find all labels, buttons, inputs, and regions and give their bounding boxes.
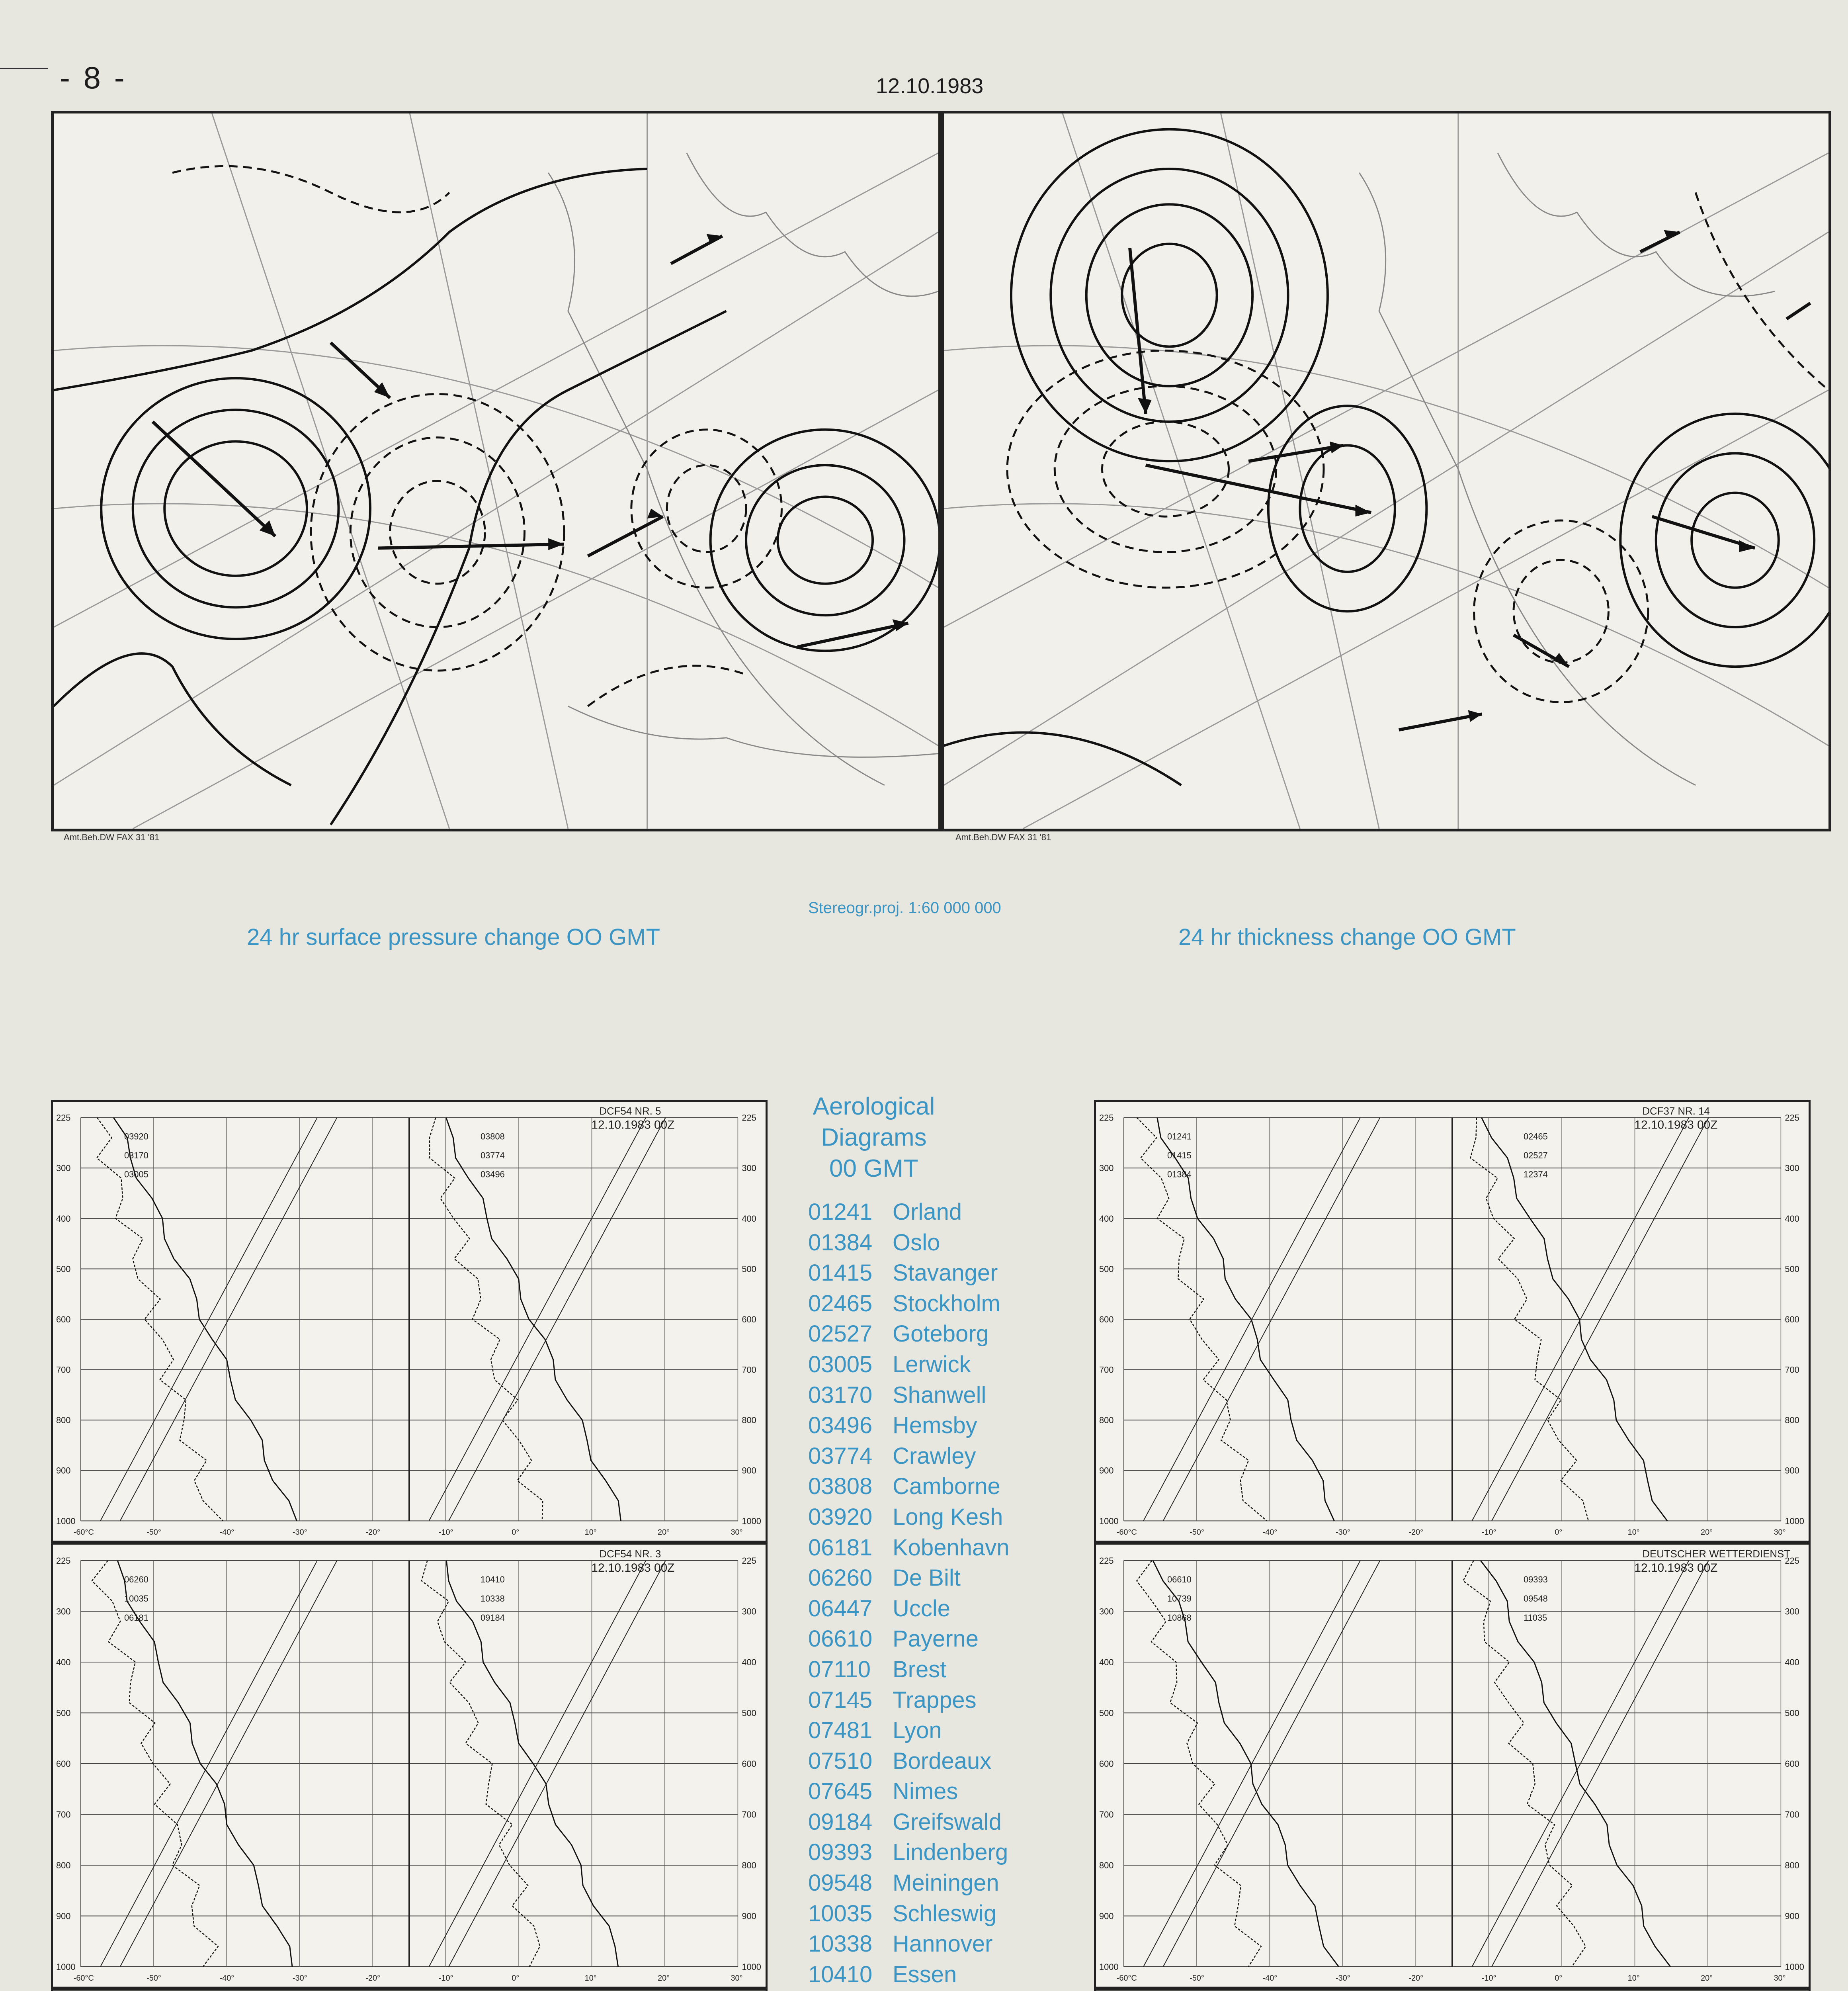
station-row xyxy=(808,1412,1067,1443)
temperature-label: -60°C xyxy=(73,1528,94,1537)
pressure-label: 1000 xyxy=(56,1516,76,1526)
pressure-label: 500 xyxy=(1785,1264,1799,1274)
pressure-label: 600 xyxy=(1785,1314,1799,1324)
station-row xyxy=(808,1260,1067,1290)
station-name: Lindenberg xyxy=(893,1839,1008,1866)
station-name: Payerne xyxy=(893,1626,979,1652)
legend-title-line2: Diagrams xyxy=(821,1124,927,1151)
station-id: 10410 xyxy=(808,1961,873,1987)
pressure-label: 225 xyxy=(1785,1113,1799,1123)
station-id: 07145 xyxy=(808,1687,873,1713)
pressure-label: 1000 xyxy=(56,1962,76,1972)
pressure-label: 800 xyxy=(742,1415,756,1426)
diagram-station-id: 06260 xyxy=(124,1574,148,1585)
pressure-label: 600 xyxy=(1785,1758,1799,1769)
station-row xyxy=(808,1382,1067,1412)
station-id: 01415 xyxy=(808,1260,873,1286)
temperature-label: 20° xyxy=(658,1528,670,1537)
station-id: 03774 xyxy=(808,1443,873,1469)
pressure-label: 800 xyxy=(56,1415,71,1426)
temperature-label: -30° xyxy=(292,1973,307,1983)
station-row xyxy=(808,1748,1067,1778)
aerological-diagram xyxy=(1094,1989,1811,1991)
temperature-label: 20° xyxy=(1701,1973,1713,1983)
station-name: Stavanger xyxy=(893,1260,998,1286)
station-name: Meiningen xyxy=(893,1870,999,1896)
surface-pressure-change-map xyxy=(51,111,941,831)
right-map-caption: 24 hr thickness change OO GMT xyxy=(1178,924,1516,950)
diagram-date: 12.10.1983 00Z xyxy=(591,1561,675,1575)
temperature-label: 0° xyxy=(512,1973,520,1983)
temperature-label: 20° xyxy=(1701,1528,1713,1537)
station-id: 09393 xyxy=(808,1839,873,1866)
pressure-label: 300 xyxy=(1785,1163,1799,1173)
temperature-label: 0° xyxy=(1555,1528,1563,1537)
station-name: Lerwick xyxy=(893,1351,971,1377)
temperature-label: -50° xyxy=(147,1528,161,1537)
pressure-label: 400 xyxy=(1785,1657,1799,1668)
pressure-label: 500 xyxy=(1099,1264,1114,1274)
station-row xyxy=(808,1534,1067,1565)
pressure-label: 800 xyxy=(1785,1415,1799,1426)
pressure-label: 600 xyxy=(1099,1314,1114,1324)
diagram-graphic xyxy=(53,1545,766,1987)
pressure-label: 800 xyxy=(1099,1415,1114,1426)
diagram-station-id: 10739 xyxy=(1167,1593,1192,1604)
station-name: Kobenhavn xyxy=(893,1534,1010,1561)
station-name: Goteborg xyxy=(893,1321,989,1347)
temperature-label: -40° xyxy=(1262,1528,1278,1537)
pressure-label: 400 xyxy=(742,1213,756,1224)
pressure-label: 400 xyxy=(1099,1213,1114,1224)
diagram-station-id: 12374 xyxy=(1524,1169,1548,1179)
station-name: Essen xyxy=(893,1961,957,1987)
pressure-label: 300 xyxy=(1099,1163,1114,1173)
diagram-header: DCF37 NR. 14 xyxy=(1642,1105,1710,1117)
pressure-label: 225 xyxy=(56,1555,71,1566)
temperature-label: 0° xyxy=(512,1528,520,1537)
station-row xyxy=(808,1351,1067,1382)
station-name: Brest xyxy=(893,1656,947,1682)
station-row xyxy=(808,1443,1067,1473)
aerological-diagram xyxy=(1094,1100,1811,1543)
pressure-label: 600 xyxy=(56,1314,71,1324)
pressure-label: 700 xyxy=(56,1365,71,1375)
temperature-label: -50° xyxy=(1190,1528,1204,1537)
pressure-label: 1000 xyxy=(1099,1516,1119,1526)
diagram-station-id: 01415 xyxy=(1167,1150,1192,1160)
pressure-label: 600 xyxy=(56,1758,71,1769)
station-row xyxy=(808,1809,1067,1839)
diagram-station-id: 03774 xyxy=(481,1150,505,1160)
temperature-label: -20° xyxy=(365,1528,381,1537)
pressure-label: 900 xyxy=(1785,1911,1799,1921)
station-row xyxy=(808,1595,1067,1626)
pressure-label: 400 xyxy=(1099,1657,1114,1668)
diagram-header: DCF54 NR. 5 xyxy=(599,1105,661,1117)
pressure-label: 700 xyxy=(1785,1809,1799,1820)
pressure-label: 1000 xyxy=(742,1962,761,1972)
top-left-rule xyxy=(0,68,48,69)
diagram-station-id: 06610 xyxy=(1167,1574,1192,1585)
pressure-label: 225 xyxy=(742,1113,756,1123)
pressure-label: 900 xyxy=(56,1465,71,1476)
station-id: 03496 xyxy=(808,1412,873,1439)
station-row xyxy=(808,1656,1067,1687)
station-row xyxy=(808,1687,1067,1717)
pressure-label: 600 xyxy=(742,1758,756,1769)
diagram-station-id: 10338 xyxy=(481,1593,505,1604)
pressure-label: 700 xyxy=(1099,1365,1114,1375)
station-id: 02465 xyxy=(808,1290,873,1316)
page-date: 12.10.1983 xyxy=(876,74,984,98)
pressure-label: 400 xyxy=(56,1657,71,1668)
station-name: Nimes xyxy=(893,1778,958,1805)
station-name: Stockholm xyxy=(893,1290,1000,1316)
pressure-label: 400 xyxy=(742,1657,756,1668)
station-name: Hannover xyxy=(893,1931,993,1957)
pressure-label: 300 xyxy=(742,1163,756,1173)
right-map-footer: Amt.Beh.DW FAX 31 '81 xyxy=(955,832,1051,842)
station-id: 09548 xyxy=(808,1870,873,1896)
station-id: 10338 xyxy=(808,1931,873,1957)
station-id: 03920 xyxy=(808,1504,873,1530)
diagram-station-id: 01384 xyxy=(1167,1169,1192,1179)
pressure-label: 300 xyxy=(1785,1606,1799,1617)
pressure-label: 500 xyxy=(56,1264,71,1274)
station-row xyxy=(808,1625,1067,1656)
temperature-label: 30° xyxy=(1774,1528,1786,1537)
pressure-label: 500 xyxy=(742,1264,756,1274)
station-row xyxy=(808,1717,1067,1748)
pressure-label: 225 xyxy=(1785,1555,1799,1566)
diagram-graphic xyxy=(1096,1102,1809,1541)
pressure-label: 600 xyxy=(742,1314,756,1324)
temperature-label: 30° xyxy=(731,1973,743,1983)
diagram-station-id: 02527 xyxy=(1524,1150,1548,1160)
pressure-label: 800 xyxy=(1099,1860,1114,1871)
temperature-label: -10° xyxy=(1481,1528,1496,1537)
pressure-label: 225 xyxy=(56,1113,71,1123)
pressure-label: 700 xyxy=(1785,1365,1799,1375)
temperature-label: -30° xyxy=(292,1528,307,1537)
diagram-date: 12.10.1983 00Z xyxy=(1634,1118,1718,1132)
station-id: 03808 xyxy=(808,1473,873,1500)
diagram-graphic xyxy=(1096,1545,1809,1987)
station-id: 07645 xyxy=(808,1778,873,1805)
station-row xyxy=(808,1961,1067,1991)
pressure-label: 600 xyxy=(1099,1758,1114,1769)
pressure-label: 400 xyxy=(1785,1213,1799,1224)
pressure-label: 900 xyxy=(742,1465,756,1476)
surface-pressure-map-graphic xyxy=(54,113,938,829)
diagram-date: 12.10.1983 00Z xyxy=(1634,1561,1718,1575)
legend-title-line3: 00 GMT xyxy=(829,1155,918,1182)
temperature-label: -40° xyxy=(219,1973,234,1983)
pressure-label: 300 xyxy=(1099,1606,1114,1617)
temperature-label: -10° xyxy=(438,1528,453,1537)
station-row xyxy=(808,1504,1067,1534)
diagram-station-id: 10035 xyxy=(124,1593,148,1604)
station-id: 10035 xyxy=(808,1900,873,1926)
pressure-label: 225 xyxy=(1099,1555,1114,1566)
temperature-label: 30° xyxy=(731,1528,743,1537)
station-row xyxy=(808,1229,1067,1260)
diagram-station-id: 09393 xyxy=(1524,1574,1548,1585)
temperature-label: -20° xyxy=(1408,1528,1424,1537)
temperature-label: -50° xyxy=(1190,1973,1204,1983)
temperature-label: -40° xyxy=(1262,1973,1278,1983)
pressure-label: 300 xyxy=(56,1163,71,1173)
pressure-label: 225 xyxy=(1099,1113,1114,1123)
pressure-label: 800 xyxy=(742,1860,756,1871)
pressure-label: 500 xyxy=(56,1708,71,1718)
aerological-diagram xyxy=(51,1100,768,1543)
pressure-label: 700 xyxy=(56,1809,71,1820)
station-name: Shanwell xyxy=(893,1382,987,1408)
diagram-station-id: 03496 xyxy=(481,1169,505,1179)
station-row xyxy=(808,1565,1067,1595)
temperature-label: -50° xyxy=(147,1973,161,1983)
station-name: Camborne xyxy=(893,1473,1000,1500)
pressure-label: 900 xyxy=(56,1911,71,1921)
diagram-graphic xyxy=(53,1102,766,1541)
legend-title-line1: Aerological xyxy=(813,1093,935,1120)
station-row xyxy=(808,1839,1067,1870)
station-name: Trappes xyxy=(893,1687,977,1713)
pressure-label: 900 xyxy=(1099,1911,1114,1921)
temperature-label: -60°C xyxy=(1116,1973,1137,1983)
station-id: 03170 xyxy=(808,1382,873,1408)
pressure-label: 700 xyxy=(742,1365,756,1375)
station-row xyxy=(808,1199,1067,1229)
station-id: 01241 xyxy=(808,1199,873,1225)
temperature-label: 0° xyxy=(1555,1973,1563,1983)
diagram-header: DEUTSCHER WETTERDIENST xyxy=(1642,1548,1791,1560)
station-row xyxy=(808,1930,1067,1961)
aerological-diagram xyxy=(51,1543,768,1989)
station-row xyxy=(808,1778,1067,1809)
aerological-diagram xyxy=(51,1989,768,1991)
station-name: Oslo xyxy=(893,1229,940,1256)
diagram-station-id: 02465 xyxy=(1524,1131,1548,1142)
station-row xyxy=(808,1290,1067,1321)
station-row xyxy=(808,1900,1067,1931)
pressure-label: 500 xyxy=(742,1708,756,1718)
station-id: 07481 xyxy=(808,1717,873,1744)
station-name: Orland xyxy=(893,1199,962,1225)
diagram-station-id: 09548 xyxy=(1524,1593,1548,1604)
station-name: Hemsby xyxy=(893,1412,977,1439)
temperature-label: -60°C xyxy=(1116,1528,1137,1537)
pressure-label: 700 xyxy=(1099,1809,1114,1820)
temperature-label: 20° xyxy=(658,1973,670,1983)
pressure-label: 225 xyxy=(742,1555,756,1566)
station-row xyxy=(808,1473,1067,1504)
pressure-label: 500 xyxy=(1785,1708,1799,1718)
station-id: 07110 xyxy=(808,1656,871,1682)
diagram-station-id: 06181 xyxy=(124,1612,148,1623)
projection-caption: Stereogr.proj. 1:60 000 000 xyxy=(808,899,1001,917)
station-id: 07510 xyxy=(808,1748,873,1774)
pressure-label: 1000 xyxy=(1099,1962,1119,1972)
diagram-station-id: 03005 xyxy=(124,1169,148,1179)
diagram-station-id: 09184 xyxy=(481,1612,505,1623)
diagram-date: 12.10.1983 00Z xyxy=(591,1118,675,1132)
left-map-caption: 24 hr surface pressure change OO GMT xyxy=(247,924,660,950)
pressure-label: 300 xyxy=(56,1606,71,1617)
station-id: 06447 xyxy=(808,1595,873,1621)
pressure-label: 900 xyxy=(1785,1465,1799,1476)
diagram-station-id: 03808 xyxy=(481,1131,505,1142)
pressure-label: 800 xyxy=(56,1860,71,1871)
temperature-label: -40° xyxy=(219,1528,234,1537)
station-id: 02527 xyxy=(808,1321,873,1347)
diagram-station-id: 03920 xyxy=(124,1131,148,1142)
station-id: 06610 xyxy=(808,1626,873,1652)
thickness-map-graphic xyxy=(944,113,1828,829)
pressure-label: 900 xyxy=(742,1911,756,1921)
station-name: Bordeaux xyxy=(893,1748,992,1774)
station-name: Long Kesh xyxy=(893,1504,1003,1530)
station-name: Greifswald xyxy=(893,1809,1002,1835)
station-name: Crawley xyxy=(893,1443,976,1469)
station-list xyxy=(808,1199,1067,1991)
temperature-label: -10° xyxy=(438,1973,453,1983)
temperature-label: -10° xyxy=(1481,1973,1496,1983)
station-id: 01384 xyxy=(808,1229,873,1256)
temperature-label: -60°C xyxy=(73,1973,94,1983)
pressure-label: 900 xyxy=(1099,1465,1114,1476)
pressure-label: 400 xyxy=(56,1213,71,1224)
station-name: Uccle xyxy=(893,1595,951,1621)
temperature-label: -20° xyxy=(1408,1973,1424,1983)
pressure-label: 1000 xyxy=(1785,1962,1804,1972)
temperature-label: -30° xyxy=(1335,1973,1350,1983)
legend-title xyxy=(806,1091,942,1184)
station-id: 03005 xyxy=(808,1351,873,1377)
temperature-label: 10° xyxy=(1627,1973,1640,1983)
diagram-header: DCF54 NR. 3 xyxy=(599,1548,661,1560)
temperature-label: 10° xyxy=(1627,1528,1640,1537)
pressure-label: 1000 xyxy=(742,1516,761,1526)
temperature-label: 30° xyxy=(1774,1973,1786,1983)
pressure-label: 300 xyxy=(742,1606,756,1617)
aerological-diagram xyxy=(1094,1543,1811,1989)
station-name: Schleswig xyxy=(893,1900,997,1926)
station-id: 09184 xyxy=(808,1809,873,1835)
station-id: 06181 xyxy=(808,1534,873,1561)
thickness-change-map xyxy=(941,111,1831,831)
station-name: De Bilt xyxy=(893,1565,961,1591)
pressure-label: 700 xyxy=(742,1809,756,1820)
page-number: - 8 - xyxy=(60,60,127,95)
diagram-station-id: 03170 xyxy=(124,1150,148,1160)
pressure-label: 500 xyxy=(1099,1708,1114,1718)
station-row xyxy=(808,1320,1067,1351)
temperature-label: -20° xyxy=(365,1973,381,1983)
temperature-label: 10° xyxy=(584,1528,597,1537)
station-name: Lyon xyxy=(893,1717,942,1744)
pressure-label: 1000 xyxy=(1785,1516,1804,1526)
diagram-station-id: 10868 xyxy=(1167,1612,1192,1623)
diagram-station-id: 10410 xyxy=(481,1574,505,1585)
station-row xyxy=(808,1870,1067,1900)
pressure-label: 800 xyxy=(1785,1860,1799,1871)
temperature-label: 10° xyxy=(584,1973,597,1983)
left-map-footer: Amt.Beh.DW FAX 31 '81 xyxy=(64,832,160,842)
diagram-station-id: 11035 xyxy=(1524,1612,1547,1623)
station-id: 06260 xyxy=(808,1565,873,1591)
diagram-station-id: 01241 xyxy=(1167,1131,1192,1142)
temperature-label: -30° xyxy=(1335,1528,1350,1537)
